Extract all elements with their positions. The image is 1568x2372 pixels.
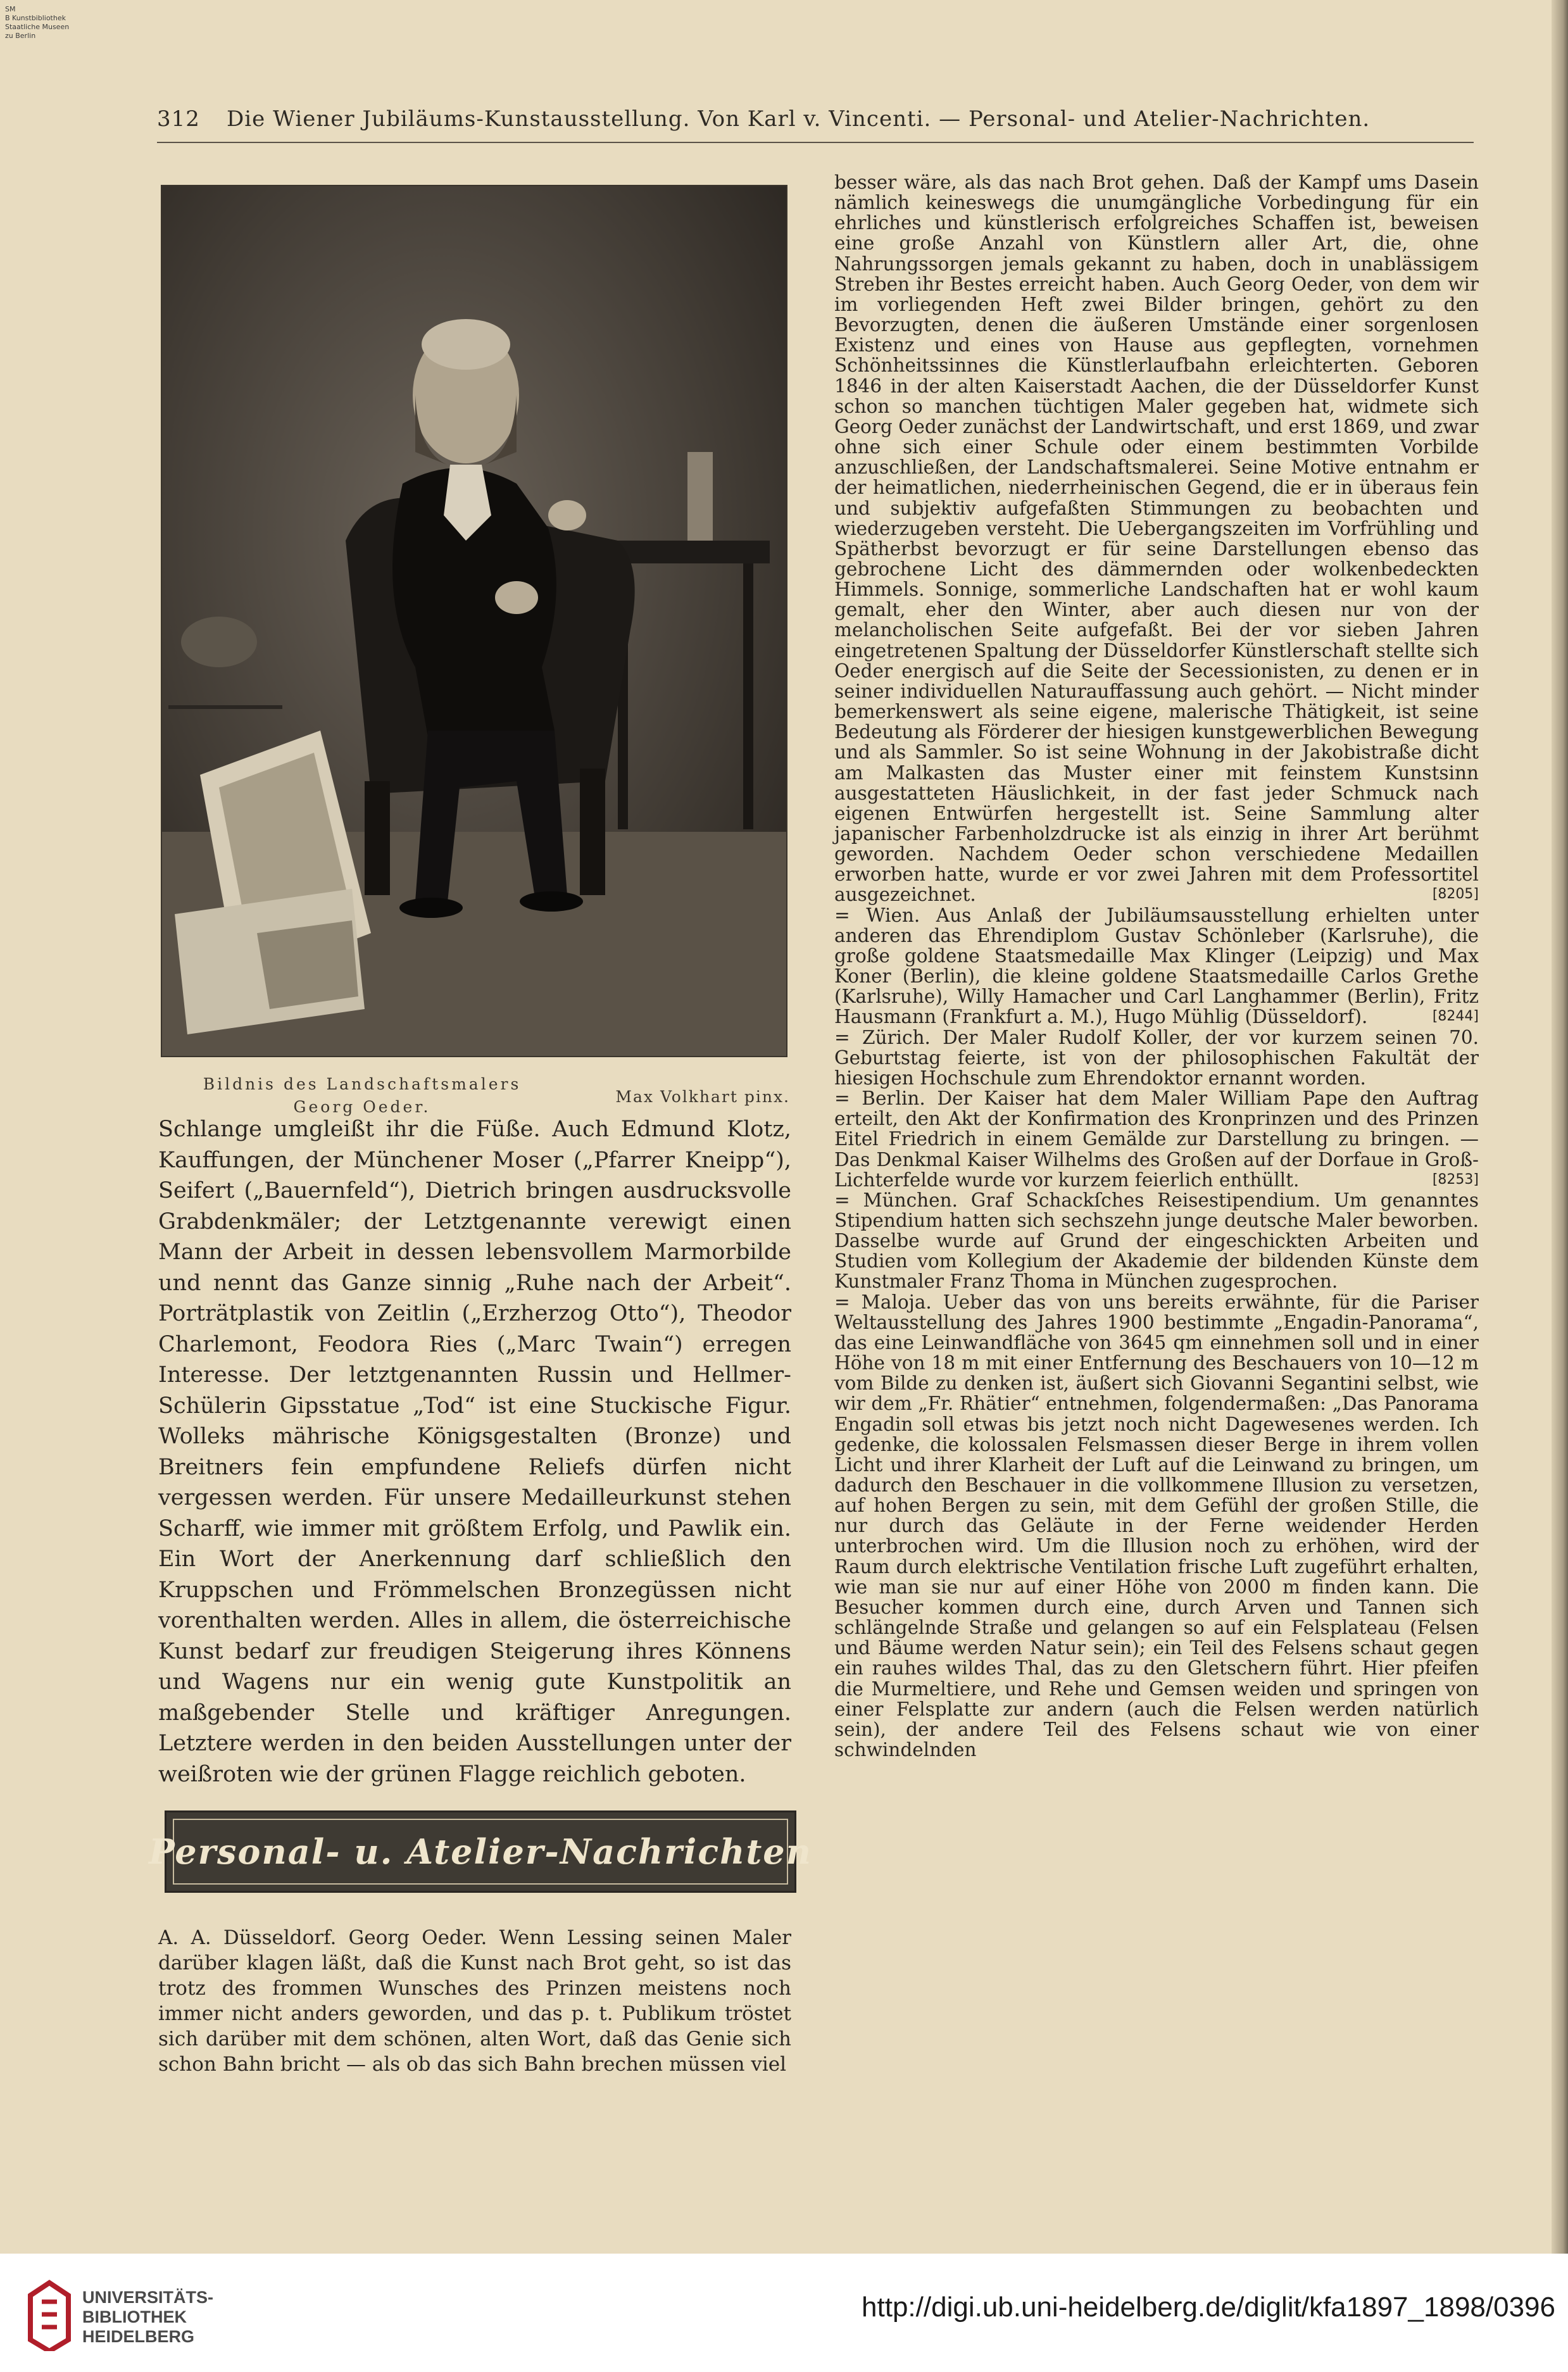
paragraph-text: = Berlin. Der Kaiser hat dem Maler William Pape den Auftrag erteilt, den Akt der Konfirmation des Kronprinzen und des Prinzen Eitel Friedrich in einem Gemälde zur Darstellung zu bringen. — Das Denkmal Kaiser Wilhelms des Großen auf der Dorfaue in Groß-Lichterfelde wurde vor kurzem feierlich enthüllt.: [834, 1088, 1479, 1191]
left-column-text: [158, 1114, 791, 1790]
figure-caption: Bildnis des Landschaftsmalers Georg Oeder.: [203, 1075, 522, 1116]
banner-frame: [149, 1819, 812, 1885]
paragraph: = Maloja. Ueber das von uns bereits erwähnte, für die Pariser Weltausstellung des Jahres 1900 bestimmte „Engadin-Panorama“, das eine Leinwandfläche von 3645 qm einnehmen soll und in einer Höhe von 18 m mit einer Entfernung des Beschauers von 10—12 m vom Bilde zu denken ist, äußert sich Giovanni Segantini selbst, wie wir dem „Fr. Rhätier“ entnehmen, folgendermaßen: „Das Panorama Engadin soll etwas bis jetzt noch nicht Dagewesenes werden. Ich gedenke, die kolossalen Felsmassen dieser Berge in ihrem vollen Licht und ihrer Klarheit der Luft auf die Leinwand zu bringen, um dadurch den Beschauer in die vollkommene Illusion zu versetzen, auf hohen Bergen zu sein, mit dem Gefühl der großen Stille, die nur durch das Geläute in der Ferne weidender Herden unterbrochen wird. Um die Illusion noch zu erhöhen, wird der Raum durch elektrische Ventilation frische Luft zugeführt erhalten, wie man sie nur auf einer Höhe von 2000 m finden kann. Die Besucher kommen durch eine, durch Arven und Tannen sich schlängelnde Straße und gelangen so auf ein Felsplateau (Felsen und Bäume werden Natur sein); ein Teil des Felsens schaut gegen ein rauhes wildes Thal, das zu den Gletschern führt. Hier pfeifen die Murmeltiere, und Rehe und Gemsen weiden und springen von einer Felsplatte zur andern (auch die Felsen werden natürlich sein), der andere Teil des Felsens schaut wie von einer schwindelnden: [834, 1291, 1479, 1761]
paragraph: = München. Graf Schackſches Reisestipendium. Um genanntes Stipendium hatten sich sechszehn junge deutsche Maler beworben. Dasselbe wurde auf Grund der eingeschickten Arbeiten und Studien vom Kollegium der Akademie der bildenden Künste dem Kunstmaler Franz Thoma in München zugesprochen.: [834, 1189, 1479, 1293]
paragraph: [834, 905, 1479, 1027]
stamp-line: Staatliche Museen: [5, 23, 70, 31]
digitization-footer: [0, 2254, 1568, 2372]
library-name: [82, 2288, 247, 2347]
paragraph-text: besser wäre, als das nach Brot gehen. Daß der Kampf ums Dasein nämlich keineswegs die unumgängliche Vorbedingung für ein ehrliches und künstlerisch erfolgreiches Schaffen ist, beweisen eine große Anzahl von Künstlern aller Art, die, ohne Nahrungssorgen jemals gekannt zu haben, doch in unablässigem Streben ihr Bestes erreicht haben. Auch Georg Oeder, von dem wir im vorliegenden Heft zwei Bilder bringen, gehört zu den Bevorzugten, denen die äußeren Umstände einer sorgenlosen Existenz und eines von Hause aus gepflegten, vornehmen Schönheitssinnes die Künstlerlaufbahn erleichterten. Geboren 1846 in der alten Kaiserstadt Aachen, die der Düsseldorfer Kunst schon so manchen tüchtigen Maler gegeben hat, widmete sich Georg Oeder zunächst der Landwirtschaft, und erst 1869, und zwar ohne sich einer Schule oder einem bestimmten Vorbilde anzuschließen, der Landschaftsmalerei. Seine Motive entnahm er der heimatlichen, niederrheinischen Gegend, die er in überaus fein und subjektiv aufgefaßten Stimmungen zu beobachten und wiederzugeben versteht. Die Uebergangszeiten im Vorfrühling und Spätherbst bevorzugt er für seine Darstellungen ebenso das gebrochene Licht des dämmernden oder wolkenbedeckten Himmels. Sonnige, sommerliche Landschaften hat er wohl kaum gemalt, eher den Winter, aber auch diesen nur von der melancholischen Seite aufgefaßt. Bei der vor sieben Jahren eingetretenen Spaltung der Düsseldorfer Künstlerschaft stellte sich Oeder energisch auf die Seite der Secessionisten, zu denen er in seiner individuellen Naturauffassung auch gehört. — Nicht minder bemerkenswert als seine eigene, malerische Thätigkeit, ist seine Bedeutung als Förderer der hiesigen kunstgewerblichen Bewegung und als Sammler. So ist seine Wohnung in der Jakobistraße dicht am Malkasten das Muster einer mit feinstem Kunstsinn ausgestatteten Häuslichkeit, in der fast jeder Schmuck nach eigenen Entwürfen hergestellt ist. Seine Sammlung alter japanischer Farbenholzdrucke ist als einzig in ihrer Art berühmt geworden. Nachdem Oeder schon verschiedene Medaillen erworben hatte, wurde er vor zwei Jahren mit dem Professortitel ausgezeichnet.: [834, 172, 1479, 906]
portrait-drawing: [162, 186, 786, 1056]
reference-number: [8205]: [1432, 886, 1479, 903]
left-column-lower-text: [158, 1905, 791, 2097]
stamp-line: B Kunstbibliothek: [5, 14, 66, 22]
right-column-text: [834, 172, 1479, 1760]
library-stamp: [5, 5, 100, 41]
page-edge: [1552, 0, 1568, 2254]
running-header: [157, 106, 1417, 132]
header-title: Die Wiener Jubiläums-Kunstausstellung. Von Karl v. Vincenti. — Personal- und Atelier-Nachrichten.: [227, 106, 1370, 132]
reference-number: [8253]: [1432, 1171, 1479, 1188]
stamp-line: SM: [5, 5, 16, 13]
library-name-line: UNIVERSITÄTS-: [82, 2288, 214, 2307]
stamp-line: zu Berlin: [5, 32, 36, 40]
library-name-line: BIBLIOTHEK: [82, 2307, 187, 2326]
reference-number: [8244]: [1432, 1008, 1479, 1025]
paragraph: A. A. Düsseldorf. Georg Oeder. Wenn Lessing seinen Maler darüber klagen läßt, daß die Kunst nach Brot geht, so ist das trotz des frommen Wunsches des Prinzen meistens noch immer nicht anders geworden, und das p. t. Publikum tröstet sich darüber mit dem schönen, alten Wort, daß das Genie sich schon Bahn bricht — als ob das sich Bahn brechen müssen viel: [158, 1926, 791, 2076]
paragraph: = Zürich. Der Maler Rudolf Koller, der vor kurzem seinen 70. Geburtstag feierte, ist von der philosophischen Fakultät der hiesigen Hochschule zum Ehrendoktor ernannt worden.: [834, 1026, 1479, 1089]
page-number: 312: [157, 106, 200, 132]
portrait-illustration: [161, 185, 787, 1057]
paragraph: Schlange umgleißt ihr die Füße. Auch Edmund Klotz, Kauffungen, der Münchener Moser („Pfarrer Kneipp“), Seifert („Bauernfeld“), Dietrich bringen ausdrucksvolle Grabdenkmäler; der Letztgenannte verewigt einen Mann der Arbeit in dessen lebensvollem Marmorbilde und nennt das Ganze sinnig „Ruhe nach der Arbeit“. Porträtplastik von Zeitlin („Erzherzog Otto“), Theodor Charlemont, Feodora Ries („Marc Twain“) erregen Interesse. Der letztgenannten Russin und Hellmer-Schülerin Gipsstatue „Tod“ ist eine Stuckische Figur. Wolleks mährische Königsgestalten (Bronze) und Breitners fein empfundene Reliefs dürfen nicht vergessen werden. Für unsere Medailleurkunst stehen Scharff, wie immer mit größtem Erfolg, und Pawlik ein. Ein Wort der Anerkennung darf schließlich den Kruppschen und Frömmelschen Bronzegüssen nicht vorenthalten werden. Alles in allem, die österreichische Kunst bedarf zur freudigen Steigerung ihres Könnens und Wagens nur ein wenig gute Kunstpolitik an maßgebender Stelle und kräftiger Anregungen. Letztere werden in den beiden Ausstellungen unter der weißroten wie der grünen Flagge reichlich geboten.: [158, 1117, 791, 1787]
paragraph: [834, 1088, 1479, 1190]
banner-title: Personal- u. Atelier-Nachrichten: [149, 1831, 812, 1872]
library-name-line: HEIDELBERG: [82, 2327, 195, 2346]
header-rule: [157, 142, 1474, 143]
paragraph: [834, 172, 1479, 905]
section-banner: [149, 1810, 812, 1893]
source-url-link[interactable]: http://digi.ub.uni-heidelberg.de/diglit/kfa1897_1898/0396: [862, 2292, 1555, 2323]
library-logo-icon: [24, 2276, 75, 2351]
figure-credit: Max Volkhart pinx.: [615, 1088, 790, 1106]
paragraph-text: = Wien. Aus Anlaß der Jubiläumsausstellung erhielten unter anderen das Ehrendiplom Gustav Schönleber (Karlsruhe), die große goldene Staatsmedaille Max Klinger (Leipzig) und Max Koner (Berlin), die kleine goldene Staatsmedaille Carlos Grethe (Karlsruhe), Willy Hamacher und Carl Langhammer (Berlin), Fritz Hausmann (Frankfurt a. M.), Hugo Mühlig (Düsseldorf).: [834, 904, 1479, 1028]
